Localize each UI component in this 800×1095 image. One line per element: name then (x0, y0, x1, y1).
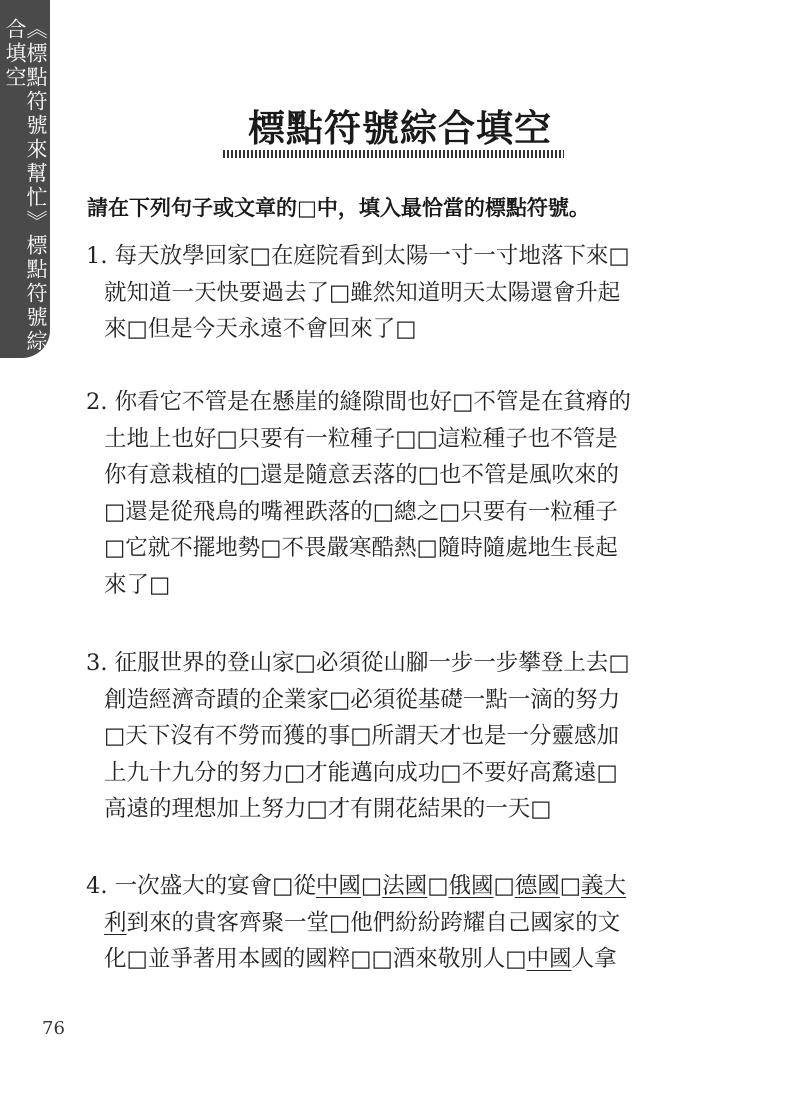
question-1-line-1 (86, 238, 630, 275)
question-2-line-4: □還是從飛鳥的嘴裡跌落的□總之□只要有一粒種子 (104, 498, 618, 525)
question-number: 3. (86, 650, 108, 676)
underlined-country-name: 法國 (382, 873, 428, 899)
question-3-line-3: □天下沒有不勞而獲的事□所謂天才也是一分靈感加 (104, 723, 620, 750)
question-number: 2. (86, 389, 108, 415)
question-1-line-2: 就知道一天快要過去了□雖然知道明天太陽還會升起 (104, 279, 621, 306)
answer-box: □ (493, 873, 515, 899)
question-text: 每天放學回家□在庭院看到太陽一寸一寸地落下來□ (114, 243, 630, 269)
question-2-line-3: 你有意栽植的□還是隨意丟落的□也不管是風吹來的 (104, 462, 620, 489)
answer-box: □ (360, 873, 383, 899)
instruction-text: 請在下列句子或文章的□中，填入最恰當的標點符號。 (87, 196, 590, 220)
question-3-line-2: 創造經濟奇蹟的企業家□必須從基礎一點一滴的努力 (104, 686, 621, 713)
question-text: 到來的貴客齊聚一堂□他們紛紛跨耀自己國家的文 (126, 909, 621, 936)
question-4-line-1 (86, 868, 626, 905)
question-2-line-6: 來了□ (104, 571, 171, 598)
question-3-line-5: 高遠的理想加上努力□才有開花結果的一天□ (104, 796, 552, 823)
question-1 (86, 238, 630, 348)
question-text: 化□並爭著用本國的國粹□□酒來敬別人□ (104, 946, 527, 973)
question-2 (86, 384, 631, 604)
underlined-country-name: 俄國 (448, 873, 494, 899)
underlined-country-name: 利 (104, 909, 127, 936)
underlined-country-name: 義大 (581, 873, 627, 899)
question-3 (86, 645, 630, 828)
question-4-line-3 (86, 941, 626, 978)
question-2-line-5: □它就不擺地勢□不畏嚴寒酷熱□隨時隨處地生長起 (104, 535, 618, 562)
question-1-line-3: 來□但是今天永遠不會回來了□ (104, 316, 417, 343)
question-4-line-2 (86, 905, 626, 942)
chapter-side-tab-text: 《標點符號來幫忙》標點符號綜合填空 (3, 18, 48, 354)
question-number: 4. (86, 873, 108, 899)
page-title: 標點符號綜合填空 (248, 107, 552, 150)
question-2-line-1 (86, 384, 631, 421)
question-number: 1. (86, 243, 108, 269)
page-number: 76 (42, 1018, 65, 1039)
answer-box: □ (427, 873, 449, 899)
question-3-line-4: 上九十九分的努力□才能邁向成功□不要好高騖遠□ (104, 759, 618, 786)
question-text: 一次盛大的宴會□從 (114, 873, 316, 899)
question-4 (86, 868, 626, 978)
underlined-country-name: 德國 (514, 873, 560, 899)
question-text: 你看它不管是在懸崖的縫隙間也好□不管是在貧瘠的 (114, 389, 631, 415)
question-text: 人拿 (571, 946, 617, 973)
chapter-side-tab (0, 0, 50, 358)
question-3-line-1 (86, 645, 630, 682)
question-text: 征服世界的登山家□必須從山腳一步一步攀登上去□ (114, 650, 630, 676)
underlined-country-name: 中國 (315, 873, 361, 899)
title-dotted-rule (223, 150, 564, 158)
underlined-country-name: 中國 (526, 946, 572, 973)
question-2-line-2: 土地上也好□只要有一粒種子□□這粒種子也不管是 (104, 425, 618, 452)
answer-box: □ (559, 873, 582, 899)
